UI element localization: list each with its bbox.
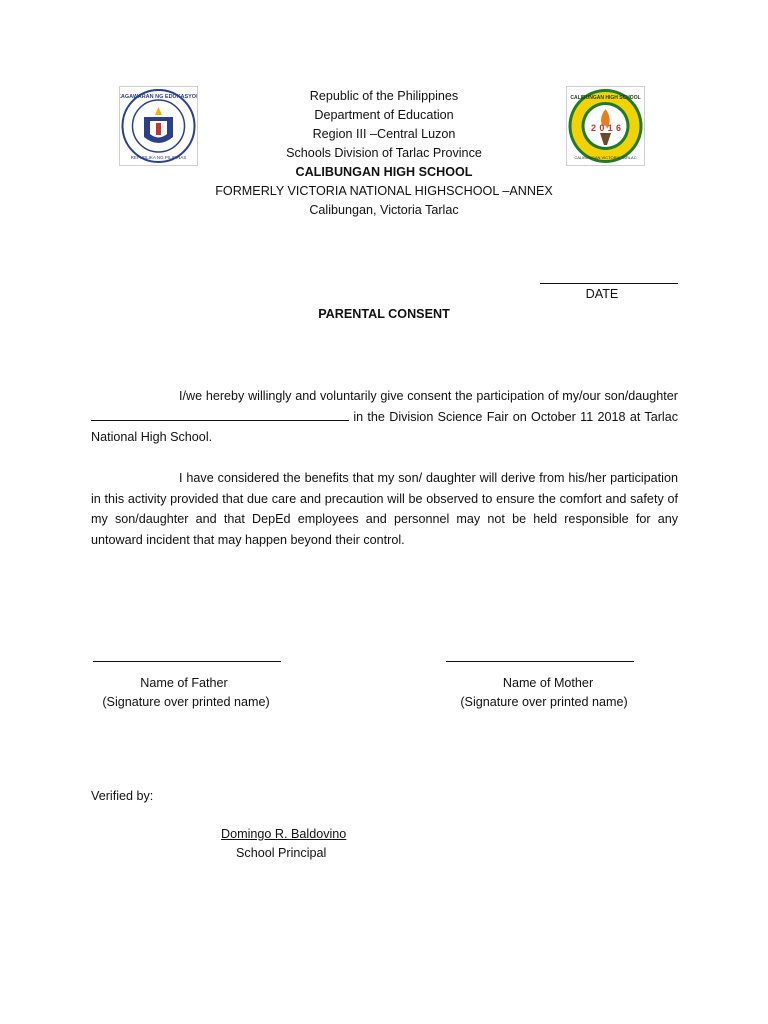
deped-seal-text-top: KAGAWARAN NG EDUKASYON — [120, 94, 197, 100]
date-line — [540, 283, 678, 284]
father-signature-note: (Signature over printed name) — [102, 695, 270, 709]
mother-signature-note: (Signature over printed name) — [460, 695, 628, 709]
father-name-label: Name of Father — [140, 676, 228, 690]
header-region: Region III –Central Luzon — [312, 127, 456, 141]
deped-seal-text-bottom: REPUBLIKA NG PILIPINAS — [130, 155, 187, 160]
deped-logo — [119, 86, 198, 166]
school-logo — [566, 86, 645, 166]
header-republic: Republic of the Philippines — [309, 89, 459, 103]
header-department: Department of Education — [314, 108, 454, 122]
benefits-text: I have considered the benefits that my son/ daughter will derive from his/her participation in this activity provided that due care and precaution will be observed to ensure the comfort and safety of my son/daughter and that DepEd employees and personnel may not be held responsible for any untoward incident that may happen beyond their control. — [91, 471, 678, 547]
header-division: Schools Division of Tarlac Province — [286, 146, 482, 160]
header-formerly: FORMERLY VICTORIA NATIONAL HIGHSCHOOL –ANNEX — [215, 184, 553, 198]
consent-paragraph — [91, 386, 678, 448]
header-address: Calibungan, Victoria Tarlac — [309, 203, 459, 217]
father-signature-line[interactable] — [93, 661, 281, 662]
principal-name: Domingo R. Baldovino — [221, 827, 347, 841]
mother-signature-line[interactable] — [446, 661, 634, 662]
document-title: PARENTAL CONSENT — [318, 307, 450, 321]
school-seal-year: 2016 — [591, 123, 621, 133]
principal-title: School Principal — [236, 846, 327, 860]
consent-text-part1: I/we hereby willingly and voluntarily give consent the participation of my/our son/daughter — [179, 389, 678, 403]
school-seal-text-top: CALIBUNGAN HIGH SCHOOL — [570, 95, 641, 101]
verified-by-label: Verified by: — [91, 789, 154, 803]
mother-name-label: Name of Mother — [502, 676, 594, 690]
school-seal-text-bottom: CALIBUNGAN VICTORIA TARLAC — [574, 155, 637, 160]
child-name-blank[interactable] — [91, 408, 349, 421]
consent-text-part2: in the Division Science Fair on October 11 2018 at Tarlac National High School. — [91, 409, 678, 444]
school-seal-icon — [567, 87, 644, 165]
date-label: DATE — [585, 287, 619, 301]
header-school-name: CALIBUNGAN HIGH SCHOOL — [295, 165, 473, 179]
deped-seal-icon — [120, 87, 197, 165]
benefits-paragraph — [91, 468, 678, 550]
